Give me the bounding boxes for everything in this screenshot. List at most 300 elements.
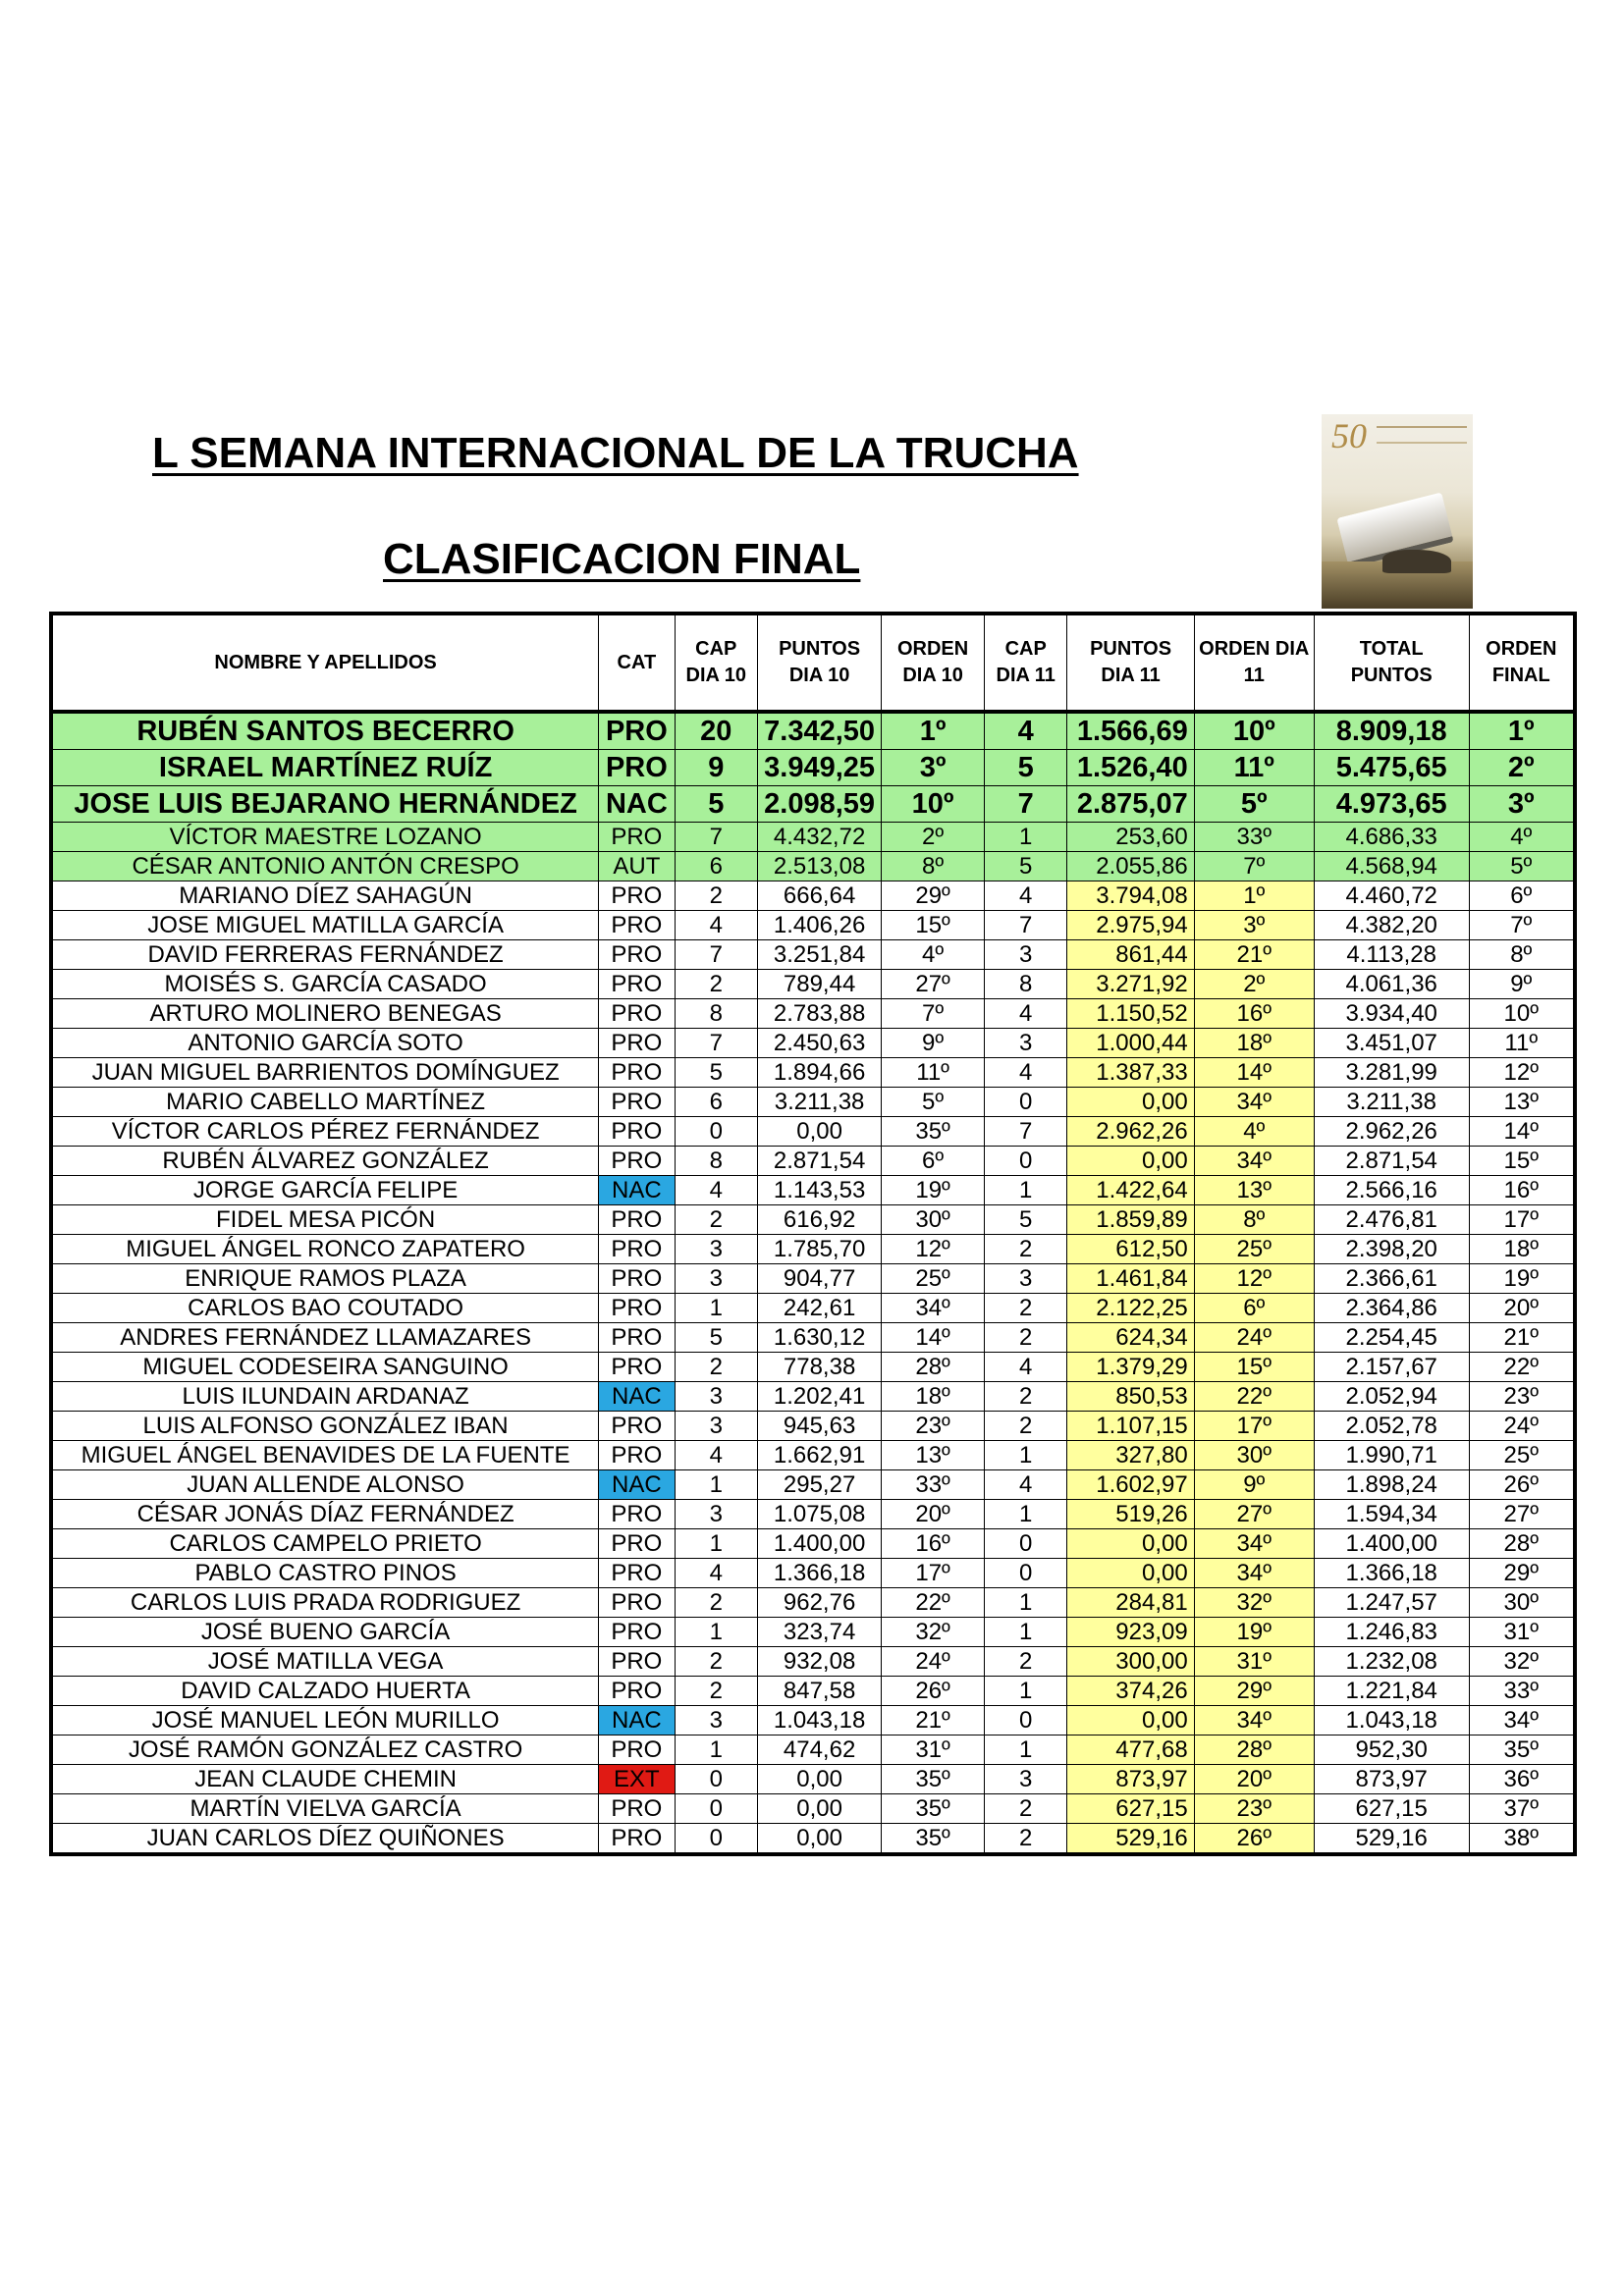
table-row xyxy=(51,1735,1575,1765)
cell-cat: PRO xyxy=(599,1353,675,1382)
cell-orden-dia-10: 28º xyxy=(882,1353,985,1382)
header-cat: CAT xyxy=(599,614,675,712)
cell-orden-dia-11: 32º xyxy=(1194,1588,1314,1618)
cell-puntos-dia-10: 0,00 xyxy=(758,1794,882,1824)
cell-orden-dia-10: 19º xyxy=(882,1176,985,1205)
cell-puntos-dia-10: 1.406,26 xyxy=(758,911,882,940)
cell-orden-final: 28º xyxy=(1469,1529,1575,1559)
cell-cap-dia-11: 0 xyxy=(985,1706,1067,1735)
table-row xyxy=(51,1029,1575,1058)
cell-puntos-dia-11: 1.602,97 xyxy=(1067,1470,1194,1500)
cell-cat: PRO xyxy=(599,750,675,786)
cell-orden-final: 16º xyxy=(1469,1176,1575,1205)
cell-cap-dia-11: 1 xyxy=(985,1176,1067,1205)
cell-orden-final: 13º xyxy=(1469,1088,1575,1117)
cell-orden-dia-11: 4º xyxy=(1194,1117,1314,1147)
cell-cat: NAC xyxy=(599,1706,675,1735)
cell-cap-dia-10: 2 xyxy=(675,1647,757,1677)
cell-cat: NAC xyxy=(599,1470,675,1500)
cell-puntos-dia-11: 529,16 xyxy=(1067,1824,1194,1855)
cell-total-puntos: 4.973,65 xyxy=(1314,786,1469,823)
cell-total-puntos: 4.460,72 xyxy=(1314,881,1469,911)
cell-orden-dia-11: 13º xyxy=(1194,1176,1314,1205)
cell-orden-dia-10: 3º xyxy=(882,750,985,786)
cell-name: CARLOS LUIS PRADA RODRIGUEZ xyxy=(51,1588,599,1618)
cell-puntos-dia-11: 300,00 xyxy=(1067,1647,1194,1677)
cell-orden-final: 3º xyxy=(1469,786,1575,823)
cell-orden-final: 30º xyxy=(1469,1588,1575,1618)
cell-puntos-dia-11: 627,15 xyxy=(1067,1794,1194,1824)
table-row xyxy=(51,1353,1575,1382)
cell-cat: PRO xyxy=(599,1058,675,1088)
cell-name: VÍCTOR MAESTRE LOZANO xyxy=(51,823,599,852)
cell-orden-dia-10: 31º xyxy=(882,1735,985,1765)
cell-puntos-dia-11: 873,97 xyxy=(1067,1765,1194,1794)
cell-total-puntos: 3.281,99 xyxy=(1314,1058,1469,1088)
cell-cap-dia-10: 3 xyxy=(675,1264,757,1294)
cell-name: CARLOS CAMPELO PRIETO xyxy=(51,1529,599,1559)
cell-puntos-dia-11: 624,34 xyxy=(1067,1323,1194,1353)
cell-orden-final: 18º xyxy=(1469,1235,1575,1264)
poster-rock xyxy=(1382,550,1451,573)
cell-orden-dia-10: 35º xyxy=(882,1765,985,1794)
cell-name: JOSÉ RAMÓN GONZÁLEZ CASTRO xyxy=(51,1735,599,1765)
cell-cap-dia-10: 4 xyxy=(675,1176,757,1205)
cell-total-puntos: 1.366,18 xyxy=(1314,1559,1469,1588)
table-row xyxy=(51,1470,1575,1500)
cell-orden-dia-10: 11º xyxy=(882,1058,985,1088)
cell-orden-final: 4º xyxy=(1469,823,1575,852)
table-row xyxy=(51,1058,1575,1088)
cell-orden-dia-10: 24º xyxy=(882,1647,985,1677)
cell-cap-dia-11: 4 xyxy=(985,881,1067,911)
cell-cap-dia-11: 2 xyxy=(985,1235,1067,1264)
cell-name: MARIO CABELLO MARTÍNEZ xyxy=(51,1088,599,1117)
cell-puntos-dia-11: 253,60 xyxy=(1067,823,1194,852)
cell-name: JEAN CLAUDE CHEMIN xyxy=(51,1765,599,1794)
cell-orden-dia-11: 22º xyxy=(1194,1382,1314,1412)
cell-puntos-dia-11: 2.055,86 xyxy=(1067,852,1194,881)
cell-orden-dia-10: 21º xyxy=(882,1706,985,1735)
header-cap-dia-11: CAP DIA 11 xyxy=(985,614,1067,712)
cell-orden-dia-11: 34º xyxy=(1194,1147,1314,1176)
cell-puntos-dia-11: 519,26 xyxy=(1067,1500,1194,1529)
cell-name: MOISÉS S. GARCÍA CASADO xyxy=(51,970,599,999)
cell-puntos-dia-11: 1.379,29 xyxy=(1067,1353,1194,1382)
table-row xyxy=(51,1794,1575,1824)
cell-orden-final: 8º xyxy=(1469,940,1575,970)
cell-cap-dia-10: 2 xyxy=(675,1677,757,1706)
cell-cap-dia-10: 9 xyxy=(675,750,757,786)
table-row xyxy=(51,999,1575,1029)
cell-orden-final: 38º xyxy=(1469,1824,1575,1855)
cell-puntos-dia-11: 1.150,52 xyxy=(1067,999,1194,1029)
cell-cat: PRO xyxy=(599,1500,675,1529)
cell-orden-final: 22º xyxy=(1469,1353,1575,1382)
cell-name: FIDEL MESA PICÓN xyxy=(51,1205,599,1235)
cell-puntos-dia-11: 2.122,25 xyxy=(1067,1294,1194,1323)
cell-name: RUBÉN ÁLVAREZ GONZÁLEZ xyxy=(51,1147,599,1176)
header-name: NOMBRE Y APELLIDOS xyxy=(51,614,599,712)
cell-name: ENRIQUE RAMOS PLAZA xyxy=(51,1264,599,1294)
cell-cap-dia-11: 8 xyxy=(985,970,1067,999)
cell-total-puntos: 1.221,84 xyxy=(1314,1677,1469,1706)
table-row xyxy=(51,1088,1575,1117)
cell-puntos-dia-10: 1.075,08 xyxy=(758,1500,882,1529)
cell-cap-dia-11: 1 xyxy=(985,1441,1067,1470)
cell-name: DAVID CALZADO HUERTA xyxy=(51,1677,599,1706)
table-row xyxy=(51,1706,1575,1735)
cell-orden-dia-11: 23º xyxy=(1194,1794,1314,1824)
poster-caption-lines xyxy=(1377,426,1467,444)
cell-total-puntos: 4.382,20 xyxy=(1314,911,1469,940)
cell-puntos-dia-11: 0,00 xyxy=(1067,1529,1194,1559)
cell-orden-dia-11: 21º xyxy=(1194,940,1314,970)
cell-orden-final: 9º xyxy=(1469,970,1575,999)
cell-name: CÉSAR ANTONIO ANTÓN CRESPO xyxy=(51,852,599,881)
cell-cap-dia-10: 4 xyxy=(675,1559,757,1588)
cell-cat: PRO xyxy=(599,1264,675,1294)
cell-orden-dia-11: 7º xyxy=(1194,852,1314,881)
cell-orden-final: 29º xyxy=(1469,1559,1575,1588)
cell-name: JOSÉ MATILLA VEGA xyxy=(51,1647,599,1677)
cell-cap-dia-10: 5 xyxy=(675,786,757,823)
cell-total-puntos: 1.043,18 xyxy=(1314,1706,1469,1735)
cell-cat: PRO xyxy=(599,1323,675,1353)
cell-total-puntos: 3.211,38 xyxy=(1314,1088,1469,1117)
cell-puntos-dia-11: 1.859,89 xyxy=(1067,1205,1194,1235)
cell-orden-final: 1º xyxy=(1469,712,1575,750)
cell-cap-dia-10: 2 xyxy=(675,1588,757,1618)
cell-orden-final: 31º xyxy=(1469,1618,1575,1647)
cell-puntos-dia-10: 616,92 xyxy=(758,1205,882,1235)
cell-cat: PRO xyxy=(599,1147,675,1176)
cell-cap-dia-11: 1 xyxy=(985,1618,1067,1647)
cell-name: JUAN ALLENDE ALONSO xyxy=(51,1470,599,1500)
table-row xyxy=(51,1205,1575,1235)
cell-orden-dia-11: 1º xyxy=(1194,881,1314,911)
cell-cap-dia-10: 3 xyxy=(675,1412,757,1441)
cell-orden-dia-11: 12º xyxy=(1194,1264,1314,1294)
cell-orden-dia-10: 32º xyxy=(882,1618,985,1647)
cell-cap-dia-10: 2 xyxy=(675,881,757,911)
cell-orden-dia-11: 6º xyxy=(1194,1294,1314,1323)
cell-cat: PRO xyxy=(599,1588,675,1618)
cell-cap-dia-11: 1 xyxy=(985,1677,1067,1706)
cell-puntos-dia-11: 923,09 xyxy=(1067,1618,1194,1647)
cell-orden-dia-10: 35º xyxy=(882,1794,985,1824)
cell-cat: PRO xyxy=(599,1794,675,1824)
cell-orden-dia-10: 27º xyxy=(882,970,985,999)
cell-total-puntos: 8.909,18 xyxy=(1314,712,1469,750)
cell-orden-final: 5º xyxy=(1469,852,1575,881)
cell-orden-final: 7º xyxy=(1469,911,1575,940)
table-row xyxy=(51,1647,1575,1677)
cell-cat: PRO xyxy=(599,1647,675,1677)
cell-orden-final: 15º xyxy=(1469,1147,1575,1176)
cell-cap-dia-11: 2 xyxy=(985,1412,1067,1441)
cell-cap-dia-10: 1 xyxy=(675,1294,757,1323)
cell-orden-dia-11: 20º xyxy=(1194,1765,1314,1794)
cell-puntos-dia-11: 1.107,15 xyxy=(1067,1412,1194,1441)
cell-name: MIGUEL ÁNGEL BENAVIDES DE LA FUENTE xyxy=(51,1441,599,1470)
cell-total-puntos: 2.871,54 xyxy=(1314,1147,1469,1176)
cell-puntos-dia-10: 7.342,50 xyxy=(758,712,882,750)
cell-cap-dia-10: 4 xyxy=(675,1441,757,1470)
cell-orden-dia-10: 23º xyxy=(882,1412,985,1441)
cell-cap-dia-10: 3 xyxy=(675,1382,757,1412)
cell-puntos-dia-10: 0,00 xyxy=(758,1824,882,1855)
cell-cat: AUT xyxy=(599,852,675,881)
cell-cap-dia-11: 2 xyxy=(985,1794,1067,1824)
cell-total-puntos: 4.113,28 xyxy=(1314,940,1469,970)
cell-name: VÍCTOR CARLOS PÉREZ FERNÁNDEZ xyxy=(51,1117,599,1147)
cell-total-puntos: 2.476,81 xyxy=(1314,1205,1469,1235)
cell-puntos-dia-10: 666,64 xyxy=(758,881,882,911)
cell-total-puntos: 1.898,24 xyxy=(1314,1470,1469,1500)
cell-orden-final: 26º xyxy=(1469,1470,1575,1500)
cell-cap-dia-11: 3 xyxy=(985,1264,1067,1294)
cell-name: CARLOS BAO COUTADO xyxy=(51,1294,599,1323)
table-row xyxy=(51,1235,1575,1264)
cell-total-puntos: 1.246,83 xyxy=(1314,1618,1469,1647)
cell-orden-final: 10º xyxy=(1469,999,1575,1029)
cell-cat: PRO xyxy=(599,970,675,999)
cell-name: LUIS ILUNDAIN ARDANAZ xyxy=(51,1382,599,1412)
cell-puntos-dia-10: 1.894,66 xyxy=(758,1058,882,1088)
cell-cat: PRO xyxy=(599,999,675,1029)
cell-name: MARTÍN VIELVA GARCÍA xyxy=(51,1794,599,1824)
cell-orden-dia-10: 30º xyxy=(882,1205,985,1235)
cell-cap-dia-11: 1 xyxy=(985,1735,1067,1765)
cell-cap-dia-10: 6 xyxy=(675,1088,757,1117)
cell-cap-dia-10: 7 xyxy=(675,1029,757,1058)
cell-cap-dia-10: 1 xyxy=(675,1470,757,1500)
table-row xyxy=(51,1264,1575,1294)
cell-puntos-dia-11: 3.794,08 xyxy=(1067,881,1194,911)
table-row xyxy=(51,1294,1575,1323)
cell-total-puntos: 952,30 xyxy=(1314,1735,1469,1765)
cell-puntos-dia-11: 1.461,84 xyxy=(1067,1264,1194,1294)
cell-orden-dia-10: 6º xyxy=(882,1147,985,1176)
cell-orden-dia-11: 17º xyxy=(1194,1412,1314,1441)
cell-orden-dia-11: 3º xyxy=(1194,911,1314,940)
table-row xyxy=(51,712,1575,750)
document-title: L SEMANA INTERNACIONAL DE LA TRUCHA xyxy=(152,429,1079,477)
cell-orden-dia-10: 16º xyxy=(882,1529,985,1559)
cell-orden-final: 14º xyxy=(1469,1117,1575,1147)
cell-cat: NAC xyxy=(599,786,675,823)
cell-orden-final: 23º xyxy=(1469,1382,1575,1412)
poster-50-logo: 50 xyxy=(1331,416,1367,455)
cell-cap-dia-11: 4 xyxy=(985,1058,1067,1088)
cell-puntos-dia-10: 932,08 xyxy=(758,1647,882,1677)
cell-orden-dia-10: 14º xyxy=(882,1323,985,1353)
cell-cap-dia-10: 2 xyxy=(675,1353,757,1382)
cell-orden-dia-10: 7º xyxy=(882,999,985,1029)
cell-cap-dia-11: 3 xyxy=(985,1029,1067,1058)
cell-puntos-dia-11: 612,50 xyxy=(1067,1235,1194,1264)
cell-orden-dia-10: 15º xyxy=(882,911,985,940)
cell-cap-dia-10: 1 xyxy=(675,1529,757,1559)
cell-total-puntos: 2.254,45 xyxy=(1314,1323,1469,1353)
cell-cap-dia-10: 7 xyxy=(675,823,757,852)
cell-orden-final: 19º xyxy=(1469,1264,1575,1294)
cell-puntos-dia-11: 1.422,64 xyxy=(1067,1176,1194,1205)
cell-orden-dia-10: 9º xyxy=(882,1029,985,1058)
cell-orden-dia-11: 9º xyxy=(1194,1470,1314,1500)
table-row xyxy=(51,1677,1575,1706)
table-row xyxy=(51,1618,1575,1647)
cell-cat: PRO xyxy=(599,712,675,750)
cell-puntos-dia-11: 861,44 xyxy=(1067,940,1194,970)
cell-cat: PRO xyxy=(599,1529,675,1559)
cell-orden-final: 25º xyxy=(1469,1441,1575,1470)
cell-puntos-dia-11: 850,53 xyxy=(1067,1382,1194,1412)
cell-name: ANTONIO GARCÍA SOTO xyxy=(51,1029,599,1058)
cell-puntos-dia-10: 0,00 xyxy=(758,1117,882,1147)
cell-orden-dia-11: 11º xyxy=(1194,750,1314,786)
cell-puntos-dia-11: 0,00 xyxy=(1067,1706,1194,1735)
cell-puntos-dia-10: 2.783,88 xyxy=(758,999,882,1029)
cell-cat: PRO xyxy=(599,1735,675,1765)
header-puntos-dia-10: PUNTOS DIA 10 xyxy=(758,614,882,712)
cell-orden-final: 36º xyxy=(1469,1765,1575,1794)
cell-orden-final: 24º xyxy=(1469,1412,1575,1441)
cell-name: JORGE GARCÍA FELIPE xyxy=(51,1176,599,1205)
cell-puntos-dia-11: 2.975,94 xyxy=(1067,911,1194,940)
cell-puntos-dia-10: 242,61 xyxy=(758,1294,882,1323)
cell-puntos-dia-11: 0,00 xyxy=(1067,1147,1194,1176)
cell-orden-dia-10: 1º xyxy=(882,712,985,750)
cell-cap-dia-11: 5 xyxy=(985,852,1067,881)
cell-orden-dia-11: 14º xyxy=(1194,1058,1314,1088)
cell-orden-dia-11: 16º xyxy=(1194,999,1314,1029)
cell-orden-final: 6º xyxy=(1469,881,1575,911)
cell-cap-dia-10: 5 xyxy=(675,1058,757,1088)
cell-orden-dia-10: 33º xyxy=(882,1470,985,1500)
cell-puntos-dia-10: 1.630,12 xyxy=(758,1323,882,1353)
cell-cap-dia-10: 0 xyxy=(675,1824,757,1855)
cell-total-puntos: 2.157,67 xyxy=(1314,1353,1469,1382)
cell-puntos-dia-10: 295,27 xyxy=(758,1470,882,1500)
cell-orden-dia-11: 28º xyxy=(1194,1735,1314,1765)
cell-cap-dia-11: 7 xyxy=(985,911,1067,940)
header-orden-dia-10: ORDEN DIA 10 xyxy=(882,614,985,712)
table-row xyxy=(51,852,1575,881)
cell-puntos-dia-10: 1.785,70 xyxy=(758,1235,882,1264)
table-row xyxy=(51,1824,1575,1855)
cell-puntos-dia-10: 4.432,72 xyxy=(758,823,882,852)
cell-total-puntos: 1.594,34 xyxy=(1314,1500,1469,1529)
cell-cat: PRO xyxy=(599,1235,675,1264)
cell-puntos-dia-10: 2.513,08 xyxy=(758,852,882,881)
cell-cap-dia-11: 0 xyxy=(985,1559,1067,1588)
cell-name: PABLO CASTRO PINOS xyxy=(51,1559,599,1588)
cell-orden-dia-11: 31º xyxy=(1194,1647,1314,1677)
table-header-row xyxy=(51,614,1575,712)
cell-total-puntos: 529,16 xyxy=(1314,1824,1469,1855)
header-cap-dia-10: CAP DIA 10 xyxy=(675,614,757,712)
cell-total-puntos: 4.568,94 xyxy=(1314,852,1469,881)
cell-cap-dia-11: 2 xyxy=(985,1294,1067,1323)
cell-orden-dia-11: 10º xyxy=(1194,712,1314,750)
cell-total-puntos: 4.686,33 xyxy=(1314,823,1469,852)
cell-puntos-dia-10: 0,00 xyxy=(758,1765,882,1794)
cell-cap-dia-11: 1 xyxy=(985,1588,1067,1618)
table-row xyxy=(51,1559,1575,1588)
cell-puntos-dia-10: 1.143,53 xyxy=(758,1176,882,1205)
cell-orden-dia-10: 18º xyxy=(882,1382,985,1412)
cell-name: MIGUEL CODESEIRA SANGUINO xyxy=(51,1353,599,1382)
cell-cat: PRO xyxy=(599,1029,675,1058)
cell-puntos-dia-10: 2.098,59 xyxy=(758,786,882,823)
cell-orden-dia-10: 35º xyxy=(882,1117,985,1147)
cell-total-puntos: 2.052,78 xyxy=(1314,1412,1469,1441)
cell-cap-dia-11: 3 xyxy=(985,1765,1067,1794)
cell-orden-dia-11: 29º xyxy=(1194,1677,1314,1706)
cell-orden-dia-10: 13º xyxy=(882,1441,985,1470)
cell-cat: PRO xyxy=(599,1205,675,1235)
cell-cap-dia-11: 0 xyxy=(985,1088,1067,1117)
cell-orden-dia-10: 26º xyxy=(882,1677,985,1706)
cell-puntos-dia-11: 3.271,92 xyxy=(1067,970,1194,999)
cell-orden-dia-10: 4º xyxy=(882,940,985,970)
cell-total-puntos: 2.566,16 xyxy=(1314,1176,1469,1205)
cell-orden-final: 17º xyxy=(1469,1205,1575,1235)
cell-orden-final: 27º xyxy=(1469,1500,1575,1529)
cell-puntos-dia-10: 789,44 xyxy=(758,970,882,999)
cell-name: JOSE MIGUEL MATILLA GARCÍA xyxy=(51,911,599,940)
cell-puntos-dia-11: 1.566,69 xyxy=(1067,712,1194,750)
cell-cap-dia-10: 3 xyxy=(675,1500,757,1529)
header-orden-final: ORDEN FINAL xyxy=(1469,614,1575,712)
cell-cap-dia-10: 20 xyxy=(675,712,757,750)
cell-puntos-dia-11: 2.875,07 xyxy=(1067,786,1194,823)
cell-cap-dia-11: 0 xyxy=(985,1147,1067,1176)
cell-total-puntos: 1.247,57 xyxy=(1314,1588,1469,1618)
table-row xyxy=(51,1529,1575,1559)
cell-orden-final: 11º xyxy=(1469,1029,1575,1058)
cell-cap-dia-11: 2 xyxy=(985,1323,1067,1353)
cell-cap-dia-11: 5 xyxy=(985,1205,1067,1235)
cell-orden-dia-11: 34º xyxy=(1194,1088,1314,1117)
cell-cap-dia-10: 2 xyxy=(675,1205,757,1235)
cell-puntos-dia-10: 323,74 xyxy=(758,1618,882,1647)
cell-cat: PRO xyxy=(599,1088,675,1117)
cell-cap-dia-10: 6 xyxy=(675,852,757,881)
cell-orden-dia-10: 29º xyxy=(882,881,985,911)
table-row xyxy=(51,970,1575,999)
cell-name: JUAN CARLOS DÍEZ QUIÑONES xyxy=(51,1824,599,1855)
table-row xyxy=(51,1117,1575,1147)
cell-orden-dia-11: 33º xyxy=(1194,823,1314,852)
cell-puntos-dia-10: 2.450,63 xyxy=(758,1029,882,1058)
table-row xyxy=(51,1382,1575,1412)
header-total-puntos: TOTAL PUNTOS xyxy=(1314,614,1469,712)
cell-name: MIGUEL ÁNGEL RONCO ZAPATERO xyxy=(51,1235,599,1264)
cell-cap-dia-10: 0 xyxy=(675,1765,757,1794)
cell-name: RUBÉN SANTOS BECERRO xyxy=(51,712,599,750)
cell-cap-dia-11: 2 xyxy=(985,1382,1067,1412)
cell-cap-dia-10: 0 xyxy=(675,1794,757,1824)
cell-orden-dia-11: 5º xyxy=(1194,786,1314,823)
cell-total-puntos: 2.366,61 xyxy=(1314,1264,1469,1294)
cell-puntos-dia-11: 2.962,26 xyxy=(1067,1117,1194,1147)
table-row xyxy=(51,786,1575,823)
cell-cap-dia-11: 0 xyxy=(985,1529,1067,1559)
cell-cat: NAC xyxy=(599,1382,675,1412)
